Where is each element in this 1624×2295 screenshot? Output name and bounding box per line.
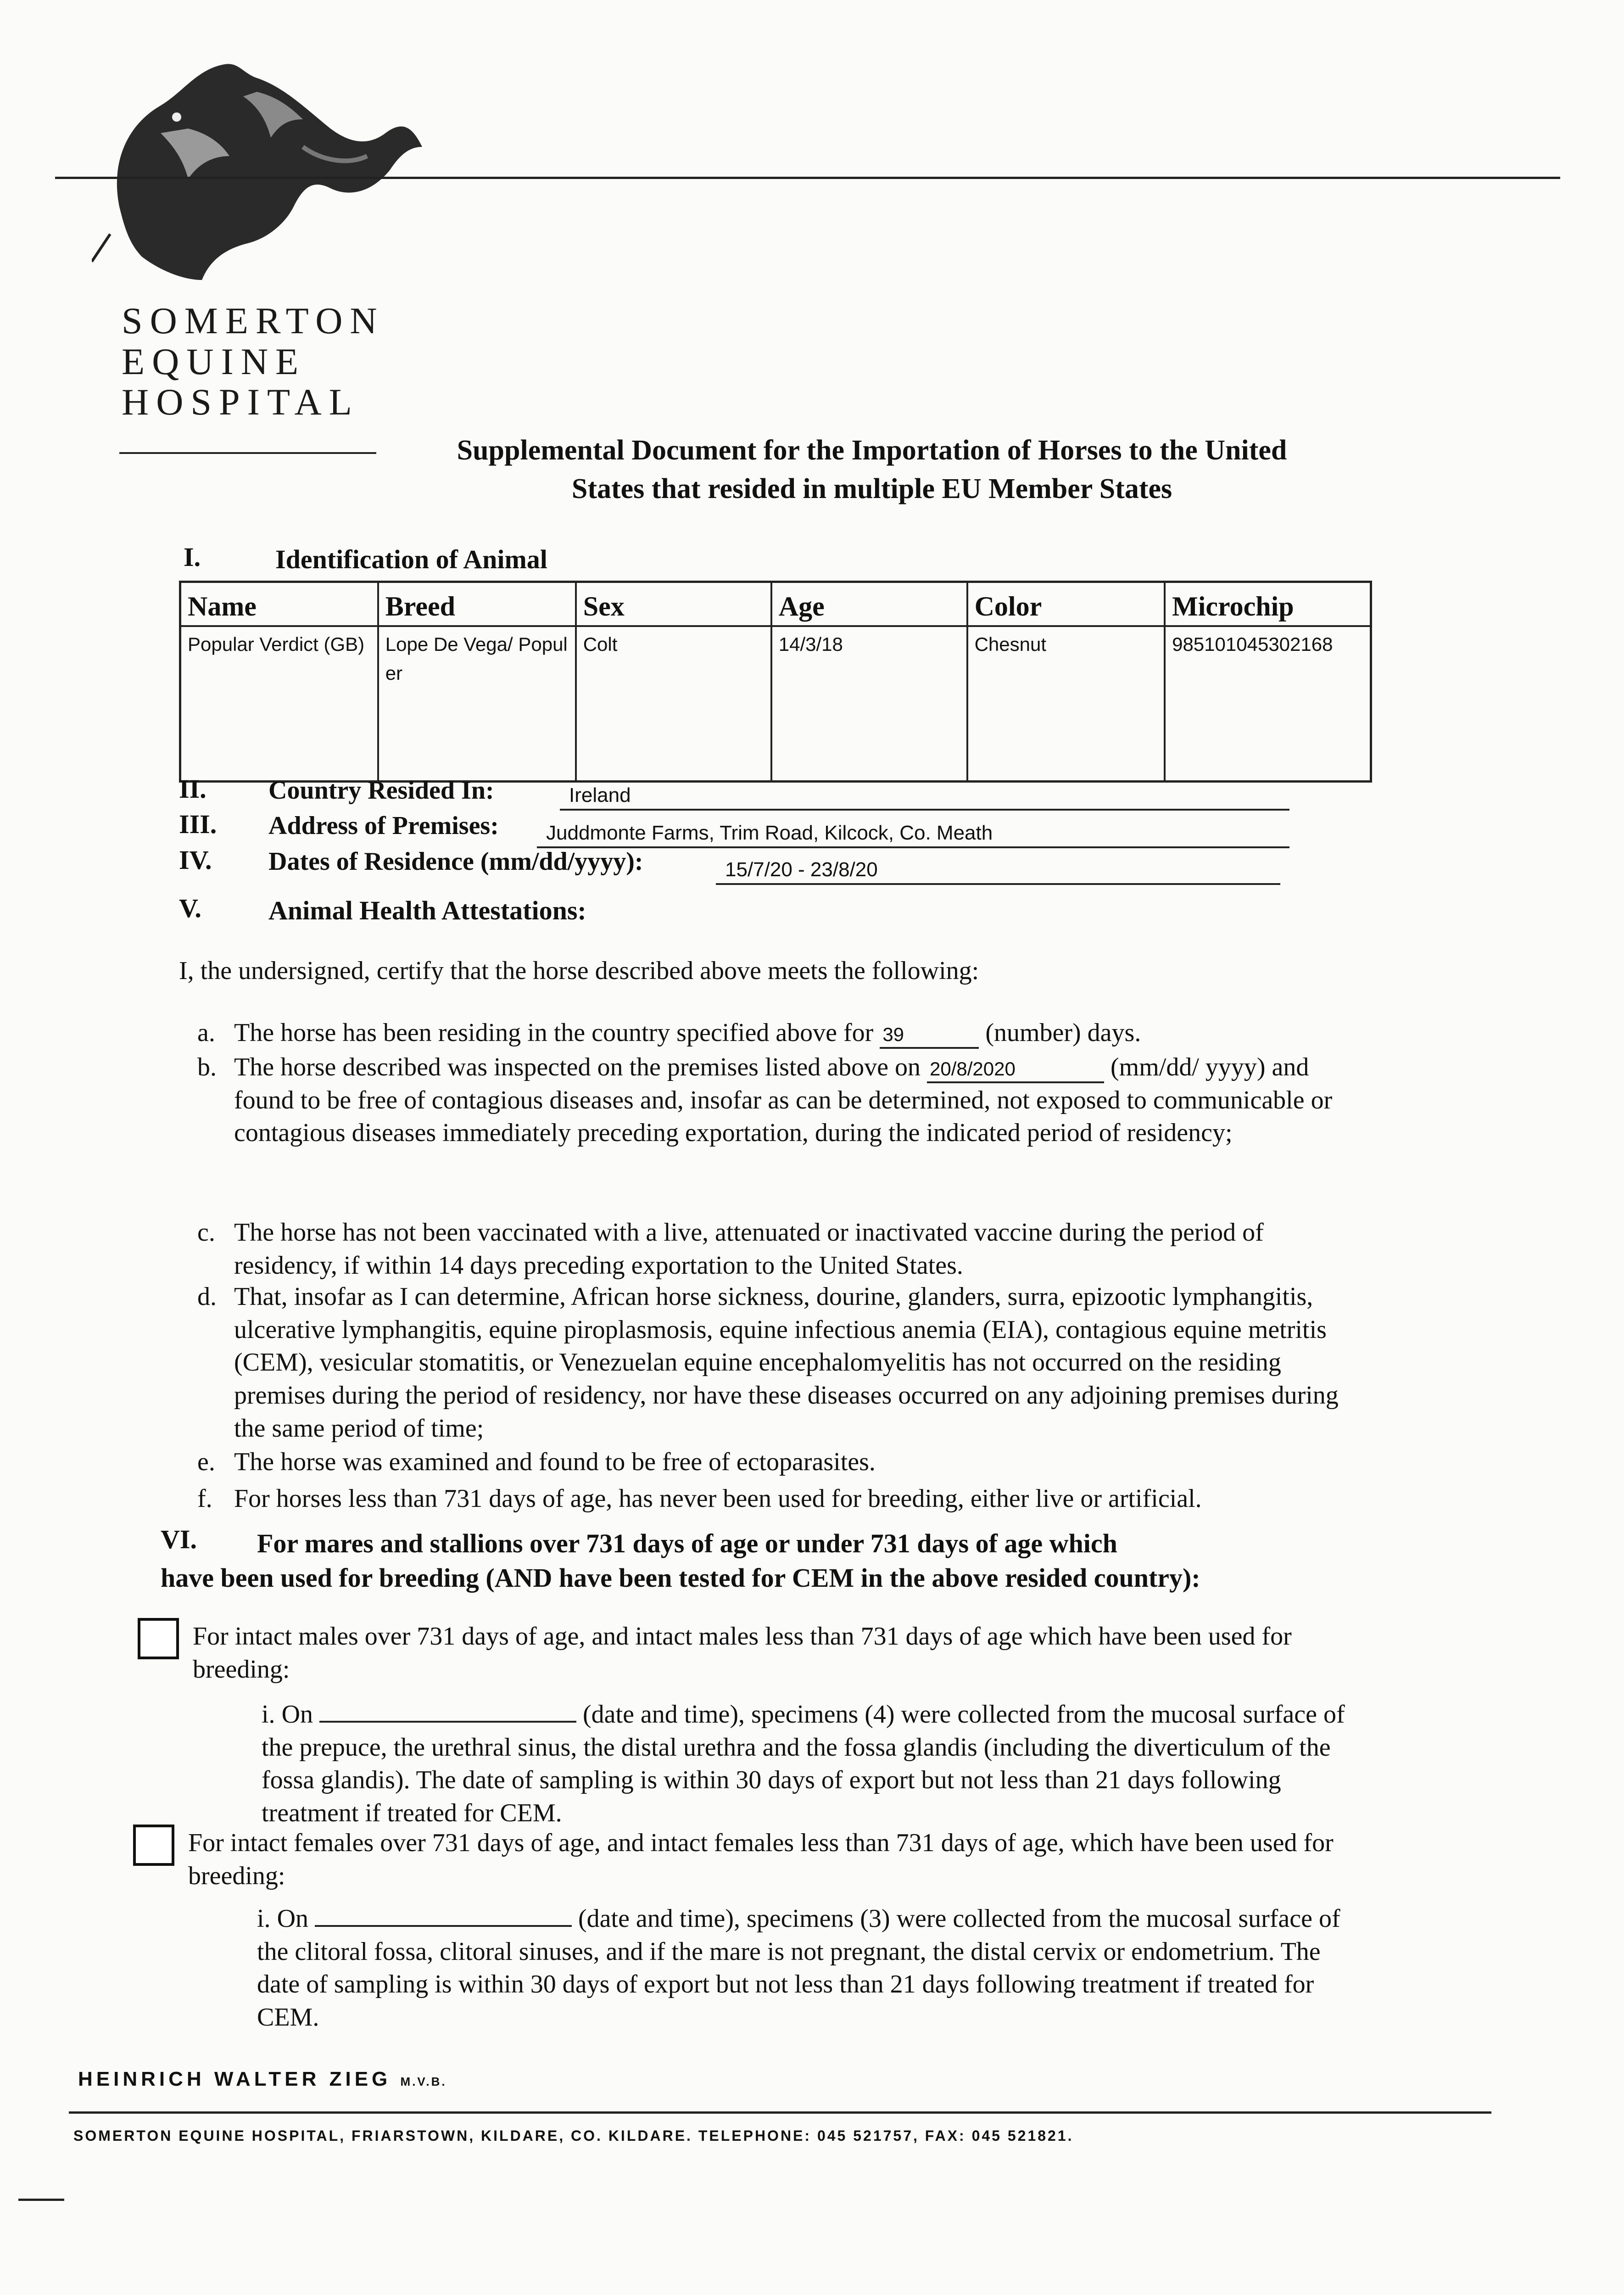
table-cell-color: Chesnut (967, 626, 1165, 782)
column-header: Color (967, 582, 1165, 627)
section-3-numeral: III. (179, 809, 217, 839)
attestation-item-d: d. That, insofar as I can determine, African horse sickness, dourine, glanders, surra, epizootic lymphangitis, ulcerative lymphangitis, equine piroplasmosis, equine infectious anemia (EIA), contagious equine metritis (CEM), vesicular stomatitis, or Venezuelan equine encephalomyelitis has not occurred on the residing premises during the period of residency, nor have these diseases occurred on any adjoining premises during the same period of time; (197, 1282, 1339, 1443)
hospital-name: SOMERTON EQUINE HOSPITAL (122, 300, 385, 423)
table-row (180, 626, 1371, 782)
attestation-item-b: b. The horse described was inspected on the premises listed above on 20/8/2020 (mm/dd/ yyyy) and found to be free of contagious diseases and, insofar as can be determined, not exposed to communicable or contagious diseases immediately preceding exportation, during the indicated period of residency; (197, 1053, 1333, 1148)
attestation-item-f: f. For horses less than 731 days of age, has never been used for breeding, either live or artificial. (197, 1484, 1202, 1513)
document-title: Supplemental Document for the Importation of Horses to the United States that resided in multiple EU Member States (457, 435, 1287, 504)
males-sampling-item: i. On (date and time), specimens (4) were collected from the mucosal surface of the prepuce, the urethral sinus, the distal urethra and the fossa glandis (including the diverticulum of the fossa glandis). The date of sampling is within 30 days of export but not less than 21 days following treatment if treated for CEM. (262, 1700, 1345, 1828)
horse-head-icon (92, 41, 450, 298)
females-date-blank[interactable] (315, 1907, 572, 1927)
address-label: Address of Premises: (268, 812, 499, 840)
attestation-intro: I, the undersigned, certify that the horse described above meets the following: (179, 957, 979, 985)
inspection-date-fill: 20/8/2020 (927, 1057, 1104, 1083)
days-fill: 39 (880, 1022, 979, 1049)
table-cell-breed: Lope De Vega/ Populer (378, 626, 576, 782)
section-1-heading: Identification of Animal (275, 544, 547, 574)
table-header-row (180, 582, 1371, 627)
section-5-numeral: V. (179, 893, 201, 923)
intact-females-text: For intact females over 731 days of age, and intact females less than 731 days of age, which have been used for breeding: (188, 1829, 1334, 1890)
table-cell-age: 14/3/18 (771, 626, 967, 782)
veterinarian-name: HEINRICH WALTER ZIEG M.V.B. (78, 2068, 447, 2090)
section-2-numeral: II. (179, 774, 206, 804)
attestation-item-e: e. The horse was examined and found to be free of ectoparasites. (197, 1448, 876, 1476)
section-6-heading: For mares and stallions over 731 days of age or under 731 days of age which have been used for breeding (AND have been tested for CEM in the above resided country): (161, 1528, 1200, 1593)
attestation-item-a: a. The horse has been residing in the country specified above for 39 (number) days. (197, 1017, 1372, 1050)
column-header: Sex (576, 582, 771, 627)
country-label: Country Resided In: (268, 776, 494, 805)
animal-identification-table (179, 581, 1372, 783)
address-value: Juddmonte Farms, Trim Road, Kilcock, Co. Meath (537, 822, 1289, 848)
country-value: Ireland (560, 784, 1289, 811)
margin-mark (18, 2199, 64, 2201)
dates-value: 15/7/20 - 23/8/20 (716, 858, 1280, 885)
section-6-numeral: VI. (161, 1524, 197, 1554)
attestation-item-c: c. The horse has not been vaccinated with a live, attenuated or inactivated vaccine during the period of residency, if within 14 days preceding exportation to the United States. (197, 1218, 1264, 1280)
header-rule (55, 177, 1560, 179)
males-date-blank[interactable] (319, 1702, 576, 1723)
section-4-numeral: IV. (179, 845, 212, 875)
intact-females-checkbox[interactable] (133, 1825, 174, 1866)
hospital-address: SOMERTON EQUINE HOSPITAL, FRIARSTOWN, KILDARE, CO. KILDARE. TELEPHONE: 045 521757, FAX: 045 521821. (73, 2127, 1074, 2144)
dates-label: Dates of Residence (mm/dd/yyyy): (268, 847, 643, 876)
section-5-heading: Animal Health Attestations: (268, 896, 586, 925)
section-1-numeral: I. (184, 542, 201, 572)
footer-rule (69, 2111, 1491, 2114)
column-header: Breed (378, 582, 576, 627)
females-sampling-item: i. On (date and time), specimens (3) were collected from the mucosal surface of the clitoral fossa, clitoral sinuses, and if the mare is not pregnant, the distal cervix or endometrium. The date of sampling is within 30 days of export but not less than 21 days following treatment if treated for CEM. (257, 1904, 1340, 2032)
intact-males-text: For intact males over 731 days of age, and intact males less than 731 days of age which have been used for breeding: (193, 1622, 1292, 1684)
table-cell-sex: Colt (576, 626, 771, 782)
column-header: Microchip (1165, 582, 1371, 627)
intact-males-checkbox[interactable] (138, 1618, 179, 1659)
column-header: Name (180, 582, 378, 627)
table-cell-name: Popular Verdict (GB) (180, 626, 378, 782)
table-cell-microchip: 985101045302168 (1165, 626, 1371, 782)
column-header: Age (771, 582, 967, 627)
